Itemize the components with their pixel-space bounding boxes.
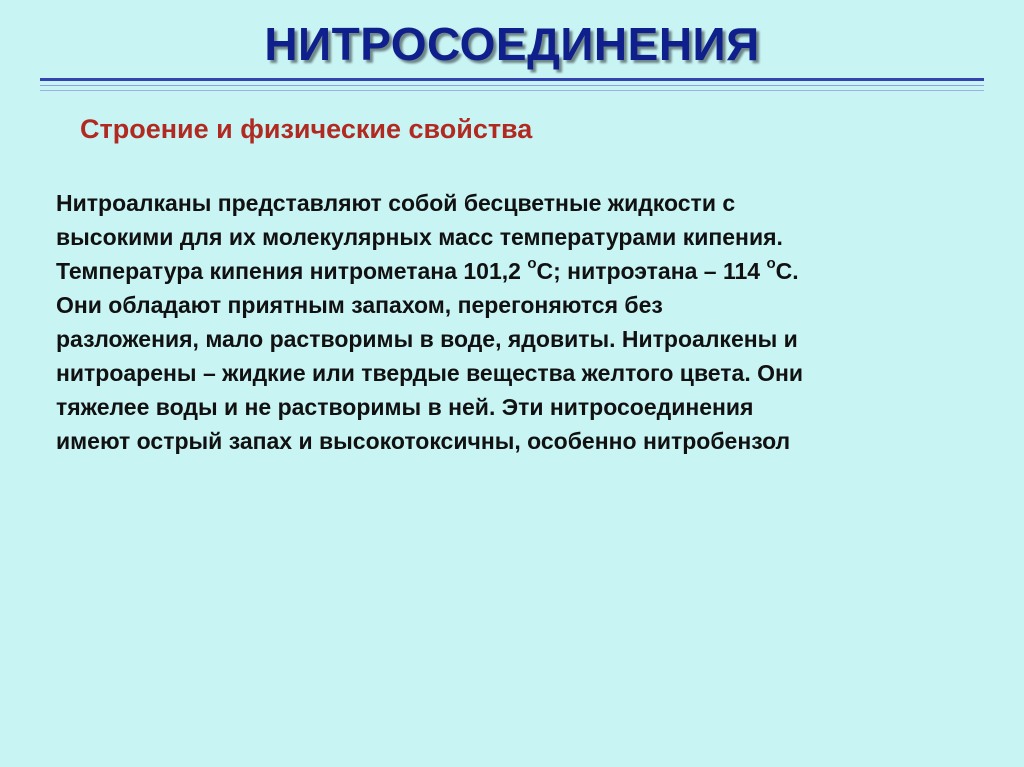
body-line: тяжелее воды и не растворимы в ней. Эти нитросоединения (56, 394, 754, 420)
body-text-fragment: Температура кипения нитрометана 101,2 (56, 258, 528, 284)
body-line: Они обладают приятным запахом, перегоняются без (56, 292, 663, 318)
body-line: высокими для их молекулярных масс температурами кипения. (56, 224, 783, 250)
body-text-fragment: С; нитроэтана – 114 (536, 258, 767, 284)
body-text-fragment: С. (775, 258, 799, 284)
body-line: нитроарены – жидкие или твердые вещества желтого цвета. Они (56, 360, 804, 386)
body-line: Нитроалканы представляют собой бесцветные жидкости с (56, 190, 736, 216)
title-divider-line-thin-lower (40, 90, 984, 91)
body-line-boiling-points (56, 254, 986, 288)
title-divider-line (40, 78, 984, 81)
body-line: разложения, мало растворимы в воде, ядовиты. Нитроалкены и (56, 326, 798, 352)
section-heading: Строение и физические свойства (80, 114, 533, 144)
degree-superscript: о (766, 255, 776, 273)
title-divider-line-thin (40, 85, 984, 86)
degree-superscript: о (527, 255, 537, 273)
body-line: имеют острый запах и высокотоксичны, особенно нитробензол (56, 428, 791, 454)
body-paragraph (56, 186, 986, 458)
slide-title: НИТРОСОЕДИНЕНИЯ (264, 18, 760, 70)
